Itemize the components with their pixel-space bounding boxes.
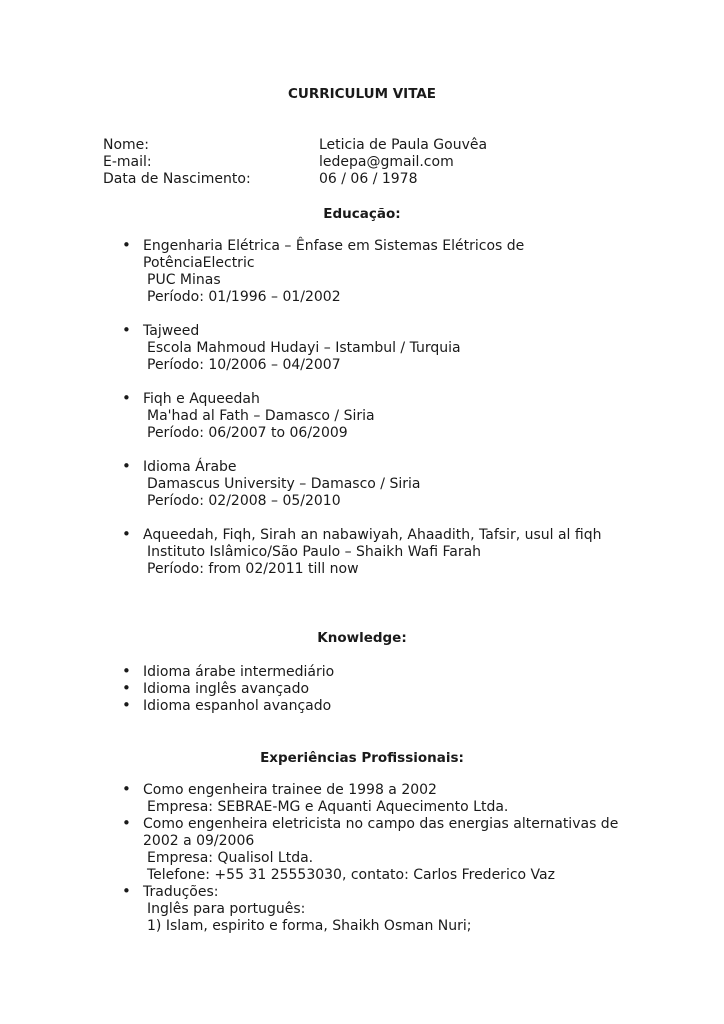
experience-company: Empresa: Qualisol Ltda.: [147, 850, 314, 866]
translation-direction: Inglês para português:: [147, 901, 306, 917]
email-value: ledepa@gmail.com: [319, 154, 454, 170]
list-item: [122, 782, 622, 816]
bullet-icon: •: [122, 525, 131, 543]
education-period: Período: 02/2008 – 05/2010: [147, 493, 341, 509]
experience-role: Como engenheira trainee de 1998 a 2002: [143, 782, 437, 798]
education-school: Ma'had al Fath – Damasco / Siria: [147, 408, 375, 424]
education-title: Fiqh e Aqueedah: [143, 391, 260, 407]
experience-role-cont: 2002 a 09/2006: [143, 833, 255, 849]
education-period: Período: 10/2006 – 04/2007: [147, 357, 341, 373]
education-period: Período: from 02/2011 till now: [147, 561, 359, 577]
experience-role: Traduções:: [143, 884, 219, 900]
bullet-icon: •: [122, 236, 131, 254]
education-title: Tajweed: [143, 323, 200, 339]
experience-phone: Telefone: +55 31 25553030, contato: Carlos Frederico Vaz: [147, 867, 555, 883]
experience-company: Empresa: SEBRAE-MG e Aquanti Aquecimento Ltda.: [147, 799, 509, 815]
education-school: Escola Mahmoud Hudayi – Istambul / Turquia: [147, 340, 461, 356]
list-item: [122, 238, 642, 306]
education-title: Aqueedah, Fiqh, Sirah an nabawiyah, Ahaadith, Tafsir, usul al fiqh: [143, 527, 602, 543]
knowledge-heading: Knowledge:: [317, 630, 407, 646]
list-item: [122, 459, 642, 510]
experience-role: Como engenheira eletricista no campo das energias alternativas de: [143, 816, 619, 832]
email-row: [103, 154, 487, 171]
list-item: [122, 527, 642, 578]
education-school: PUC Minas: [147, 272, 221, 288]
name-value: Leticia de Paula Gouvêa: [319, 137, 488, 153]
education-list: [122, 238, 642, 578]
bullet-icon: •: [122, 814, 131, 832]
birth-value: 06 / 06 / 1978: [319, 171, 418, 187]
education-period: Período: 06/2007 to 06/2009: [147, 425, 348, 441]
list-item: [122, 391, 642, 442]
knowledge-text: Idioma espanhol avançado: [143, 698, 332, 714]
education-title: Engenharia Elétrica – Ênfase em Sistemas Elétricos de: [143, 238, 525, 254]
bullet-icon: •: [122, 457, 131, 475]
bullet-icon: •: [122, 321, 131, 339]
education-school: Damascus University – Damasco / Siria: [147, 476, 421, 492]
document-title: CURRICULUM VITAE: [287, 86, 437, 102]
education-title-cont: PotênciaElectric: [143, 255, 255, 271]
education-school: Instituto Islâmico/São Paulo – Shaikh Wafi Farah: [147, 544, 482, 560]
list-item: [122, 664, 642, 681]
list-item: [122, 816, 622, 884]
bullet-icon: •: [122, 679, 131, 697]
experience-heading: Experiências Profissionais:: [260, 750, 464, 766]
list-item: [122, 681, 642, 698]
personal-info: [103, 137, 487, 188]
education-heading: Educação:: [323, 206, 401, 222]
bullet-icon: •: [122, 662, 131, 680]
bullet-icon: •: [122, 882, 131, 900]
name-row: [103, 137, 487, 154]
education-title: Idioma Árabe: [143, 459, 237, 475]
list-item: [122, 323, 642, 374]
experience-list: [122, 782, 622, 935]
translation-item: 1) Islam, espirito e forma, Shaikh Osman Nuri;: [147, 918, 472, 934]
bullet-icon: •: [122, 389, 131, 407]
list-item: [122, 884, 622, 935]
email-label: E-mail:: [103, 154, 152, 170]
name-label: Nome:: [103, 137, 150, 153]
birth-label: Data de Nascimento:: [103, 171, 251, 187]
bullet-icon: •: [122, 780, 131, 798]
bullet-icon: •: [122, 696, 131, 714]
knowledge-text: Idioma árabe intermediário: [143, 664, 335, 680]
knowledge-text: Idioma inglês avançado: [143, 681, 310, 697]
knowledge-list: [122, 664, 642, 715]
list-item: [122, 698, 642, 715]
birth-row: [103, 171, 487, 188]
education-period: Período: 01/1996 – 01/2002: [147, 289, 341, 305]
